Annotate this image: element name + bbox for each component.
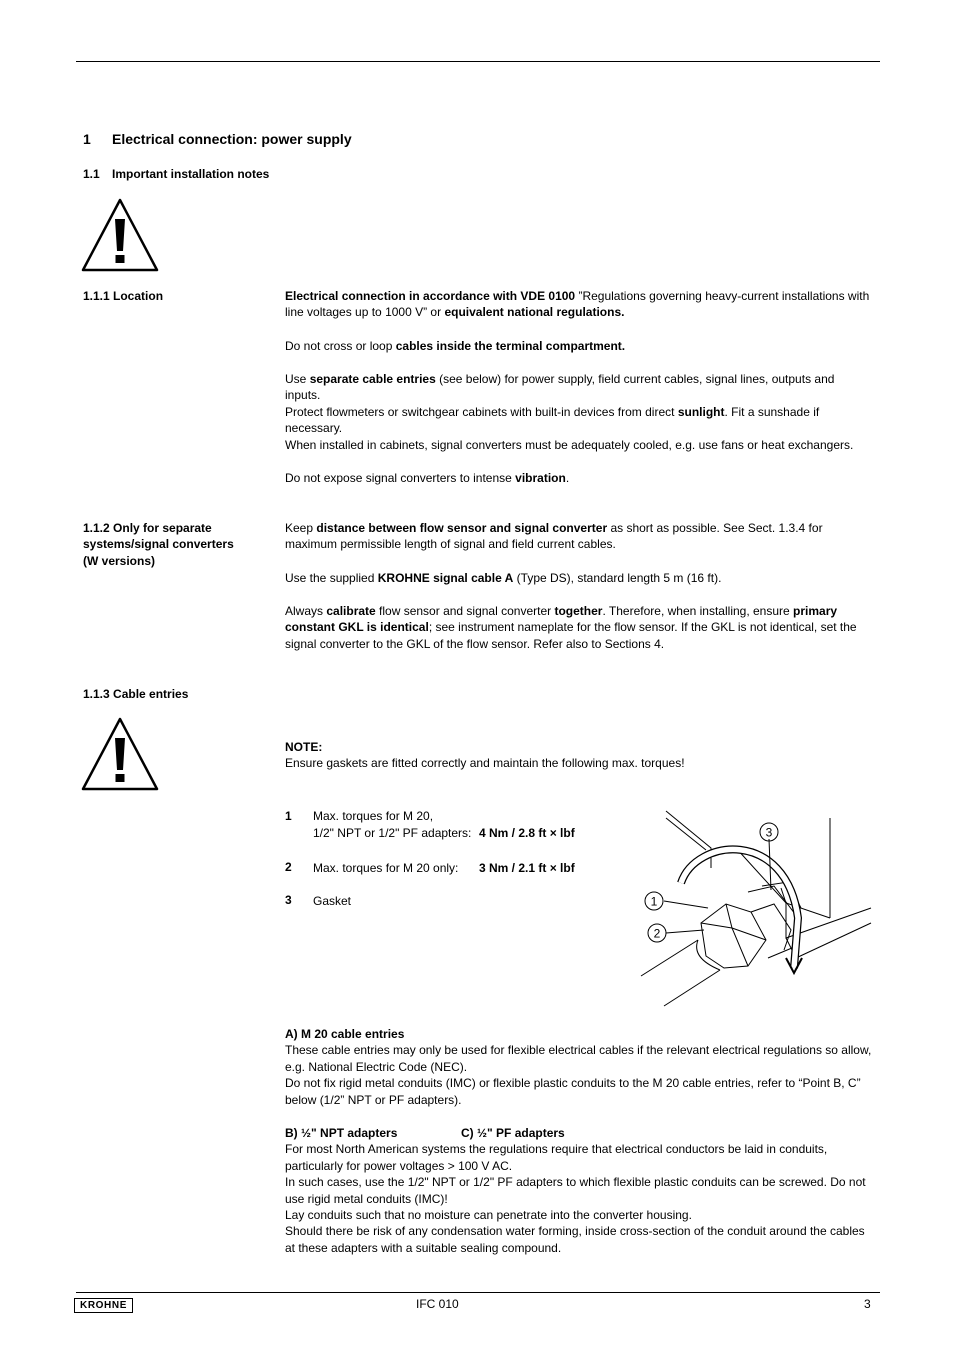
label-line: systems/signal converters xyxy=(83,537,234,552)
section-number: 1 xyxy=(83,131,91,147)
warning-icon xyxy=(80,716,160,792)
label-line: 1.1.2 Only for separate xyxy=(83,521,212,535)
bold-text: Electrical connection in accordance with VDE 0100 xyxy=(285,289,576,303)
text: ”Regulations governing heavy-current installations with line voltages up to 1000 V” or xyxy=(285,289,870,320)
separate-paragraph-3 xyxy=(285,603,873,652)
location-paragraph-4 xyxy=(285,404,873,437)
text: . Therefore, when installing, ensure xyxy=(602,604,794,618)
text: Do not cross or loop xyxy=(285,339,396,353)
subsection-heading xyxy=(83,166,269,182)
adapters-text-4: Should there be risk of any condensation water forming, inside cross-section of the conduit around the cables at these adapters with a suitable sealing compound. xyxy=(285,1224,865,1255)
text: (see below) for power supply, field current cables, signal lines, outputs and inputs. xyxy=(285,372,835,403)
bold-text: vibration xyxy=(515,471,566,485)
separate-paragraph-2 xyxy=(285,570,873,586)
torque-item-text: Gasket xyxy=(313,894,352,908)
torque-item-number: 2 xyxy=(285,860,292,874)
page-number: 3 xyxy=(864,1297,871,1311)
bold-text: KROHNE signal cable A xyxy=(377,571,514,585)
bold-text: separate cable entries xyxy=(309,372,436,386)
callout-label: 3 xyxy=(765,825,773,840)
location-label: 1.1.1 Location xyxy=(83,289,164,303)
text: . Fit a sunshade if necessary. xyxy=(285,405,820,436)
location-paragraph-2 xyxy=(285,338,873,354)
m20-text-1: These cable entries may only be used for flexible electrical cables if the relevant electrical regulations so allow, e.g. National Electric Code (NEC). xyxy=(285,1043,872,1074)
torque-item-text: Max. torques for M 20, xyxy=(313,809,434,823)
separate-paragraph-1 xyxy=(285,520,873,553)
bold-text: calibrate xyxy=(326,604,376,618)
npt-title: B) ½" NPT adapters xyxy=(285,1126,398,1140)
note-block xyxy=(285,739,873,772)
text: Do not expose signal converters to intense xyxy=(285,471,516,485)
text: Always xyxy=(285,604,327,618)
m20-text-2: Do not fix rigid metal conduits (IMC) or flexible plastic conduits to the M 20 cable entries, refer to “Point B, C” below (1/2” NPT or PF adapters). xyxy=(285,1076,861,1107)
note-text: Ensure gaskets are fitted correctly and maintain the following max. torques! xyxy=(285,756,685,771)
callout-label: 2 xyxy=(653,926,661,941)
torque-value: 3 Nm / 2.1 ft × lbf xyxy=(479,861,575,875)
bold-text: equivalent national regulations. xyxy=(444,305,625,320)
bold-text: together xyxy=(554,604,603,618)
location-paragraph-5 xyxy=(285,437,873,453)
adapters-section xyxy=(285,1125,873,1256)
subsection-number: 1.1 xyxy=(83,167,100,181)
torque-item-text: 1/2" NPT or 1/2" PF adapters: xyxy=(313,826,472,840)
text: (Type DS), standard length 5 m (16 ft). xyxy=(513,571,722,585)
text: Use the supplied xyxy=(285,571,378,585)
krohne-logo: KROHNE xyxy=(74,1298,133,1313)
footer-rule xyxy=(76,1292,880,1293)
text: Use xyxy=(285,372,310,386)
text: Keep xyxy=(285,521,317,535)
text: flow sensor and signal converter xyxy=(375,604,555,618)
adapters-text-3: Lay conduits such that no moisture can penetrate into the converter housing. xyxy=(285,1208,692,1223)
text: When installed in cabinets, signal converters must be adequately cooled, e.g. use fans or heat exchangers. xyxy=(285,438,854,452)
adapters-text-2: In such cases, use the 1/2" NPT or 1/2" PF adapters to which flexible plastic conduits can be screwed. Do not use rigid metal conduits (IMC)! xyxy=(285,1175,866,1206)
pf-title: C) ½" PF adapters xyxy=(461,1126,565,1140)
warning-icon xyxy=(80,197,160,273)
bold-text: cables inside the terminal compartment. xyxy=(395,339,626,353)
location-paragraph-6 xyxy=(285,470,873,486)
note-title: NOTE: xyxy=(285,740,323,754)
location-paragraph-1 xyxy=(285,288,873,321)
m20-section xyxy=(285,1026,873,1108)
torque-item-text: Max. torques for M 20 only: xyxy=(313,861,459,875)
subsection-title: Important installation notes xyxy=(112,167,270,181)
section-heading xyxy=(83,131,352,147)
location-paragraph-3 xyxy=(285,371,873,404)
bold-text: primary constant GKL is identical xyxy=(285,604,838,635)
text: Protect flowmeters or switchgear cabinets with built-in devices from direct xyxy=(285,405,678,419)
torque-item-number: 1 xyxy=(285,809,292,823)
torque-value: 4 Nm / 2.8 ft × lbf xyxy=(479,826,575,840)
text: ; see instrument nameplate for the flow sensor. If the GKL is not identical, set the signal converter to the GKL of the flow sensor. Refer also to Sections 4. xyxy=(285,620,857,651)
separate-systems-label xyxy=(83,520,273,569)
text: as short as possible. See Sect. 1.3.4 for maximum permissible length of signal and field current cables. xyxy=(285,521,823,552)
adapters-text-1: For most North American systems the regulations require that electrical conductors be laid in conduits, particularly for power voltages > 100 V AC. xyxy=(285,1142,828,1173)
torque-item-number: 3 xyxy=(285,893,292,907)
adapters-titles xyxy=(285,1125,873,1141)
callout-label: 1 xyxy=(650,894,658,909)
bold-text: distance between flow sensor and signal converter xyxy=(316,521,608,535)
cable-gland-figure xyxy=(636,808,876,1013)
m20-title: A) M 20 cable entries xyxy=(285,1027,405,1041)
top-rule xyxy=(76,61,880,62)
cable-entries-label: 1.1.3 Cable entries xyxy=(83,687,189,701)
footer-model: IFC 010 xyxy=(416,1297,459,1311)
bold-text: sunlight xyxy=(677,405,725,419)
section-title: Electrical connection: power supply xyxy=(112,131,352,147)
text: . xyxy=(565,471,570,485)
label-line: (W versions) xyxy=(83,553,156,568)
